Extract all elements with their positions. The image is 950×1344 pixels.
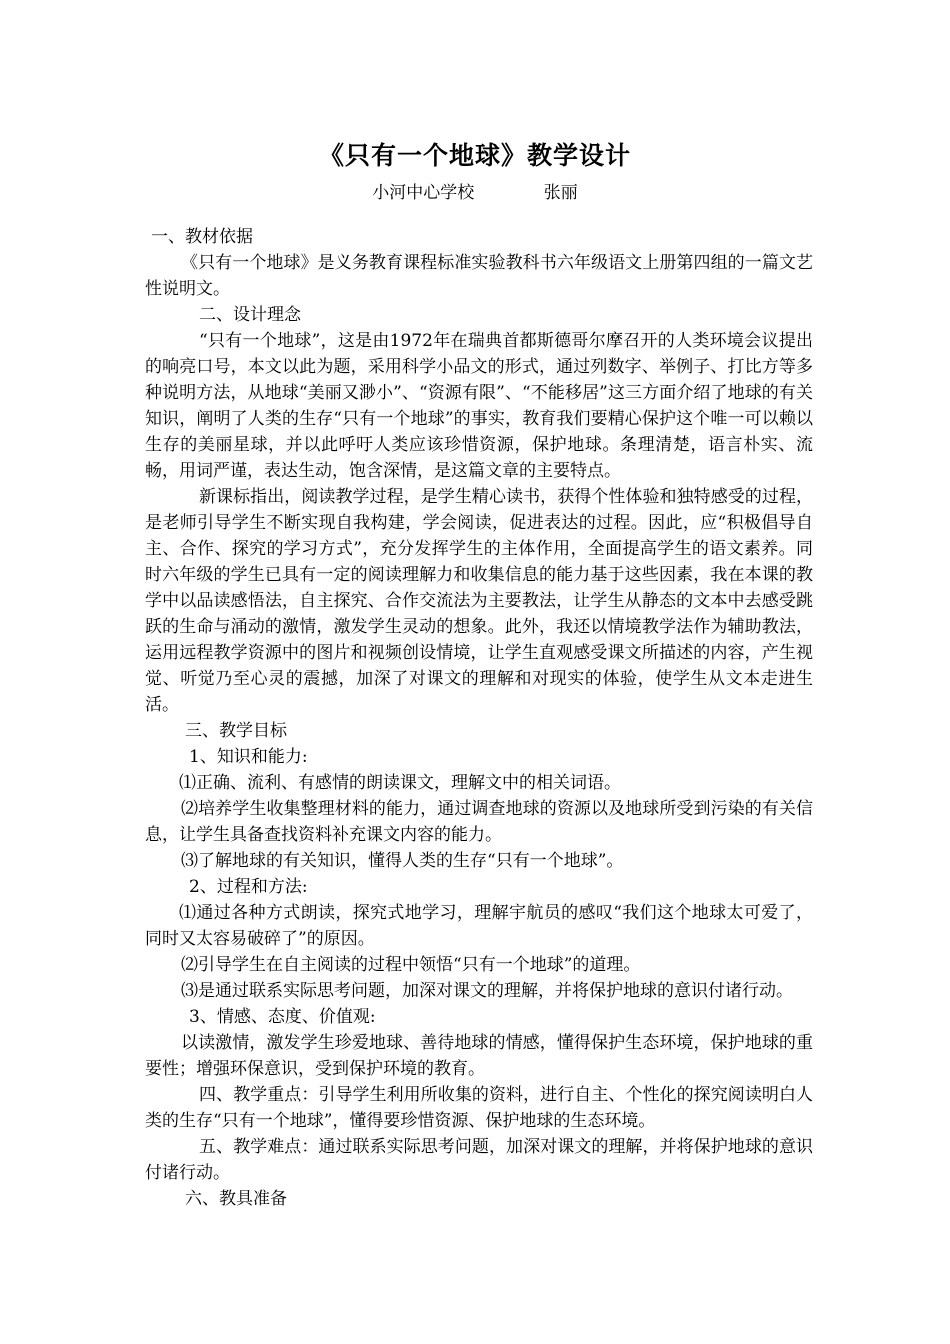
document-body	[145, 224, 813, 1212]
goal-item: ⑶了解地球的有关知识，懂得人类的生存“只有一个地球”。	[181, 851, 624, 871]
section-difficulties: 五、教学难点：通过联系实际思考问题，加深对课文的理解，并将保护地球的意识付诸行动。	[145, 1137, 813, 1183]
goal-subheading-knowledge: 1、知识和能力:	[189, 747, 308, 767]
section-heading-materials: 六、教具准备	[185, 1189, 287, 1209]
section-heading-goals: 三、教学目标	[185, 721, 287, 741]
goal-values-paragraph: 以读激情，激发学生珍爱地球、善待地球的情感，懂得保护生态环境，保护地球的重要性；增强环保意识，受到保护环境的教育。	[145, 1033, 813, 1079]
byline	[0, 178, 950, 203]
paragraph-concept-2: 新课标指出，阅读教学过程，是学生精心读书，获得个性体验和独特感受的过程，是老师引导学生不断实现自我构建，学会阅读，促进表达的过程。因此，应“积极倡导自主、合作、探究的学习方式”，充分发挥学生的主体作用，全面提高学生的语文素养。同时六年级的学生已具有一定的阅读理解力和收集信息的能力基于这些因素，我在本课的教学中以品读感悟法，自主探究、合作交流法为主要教法，让学生从静态的文本中去感受跳跃的生命与涌动的激情，激发学生灵动的想象。此外，我还以情境教学法作为辅助教法，运用远程教学资源中的图片和视频创设情境，让学生直观感受课文所描述的内容，产生视觉、听觉乃至心灵的震撼，加深了对课文的理解和对现实的体验，使学生从文本走进生活。	[145, 487, 813, 715]
goal-item: ⑴正确、流利、有感情的朗读课文，理解文中的相关词语。	[179, 773, 621, 793]
goal-subheading-values: 3、情感、态度、价值观:	[189, 1007, 376, 1027]
goal-item: ⑴通过各种方式朗读，探究式地学习，理解宇航员的感叹“我们这个地球太可爱了，同时又太容易破碎了”的原因。	[145, 903, 813, 949]
paragraph-basis: 《只有一个地球》是义务教育课程标准实验教科书六年级语文上册第四组的一篇文艺性说明文。	[145, 253, 813, 299]
author-name: 张丽	[543, 183, 578, 203]
section-heading-concept: 二、设计理念	[199, 305, 301, 325]
section-key-points: 四、教学重点：引导学生利用所收集的资料，进行自主、个性化的探究阅读明白人类的生存“只有一个地球”，懂得要珍惜资源、保护地球的生态环境。	[145, 1085, 813, 1131]
goal-item: ⑵引导学生在自主阅读的过程中领悟“只有一个地球”的道理。	[181, 955, 641, 975]
page-title: 《只有一个地球》教学设计	[318, 141, 631, 170]
goal-item: ⑵培养学生收集整理材料的能力，通过调查地球的资源以及地球所受到污染的有关信息，让学生具备查找资料补充课文内容的能力。	[145, 799, 813, 845]
school-name: 小河中心学校	[372, 183, 475, 203]
goal-item: ⑶是通过联系实际思考问题，加深对课文的理解，并将保护地球的意识付诸行动。	[181, 981, 793, 1001]
paragraph-concept-1: “只有一个地球”，这是由1972年在瑞典首都斯德哥尔摩召开的人类环境会议提出的响亮口号，本文以此为题，采用科学小品文的形式，通过列数字、举例子、打比方等多种说明方法，从地球“美丽又渺小”、“资源有限”、“不能移居”这三方面介绍了地球的有关知识，阐明了人类的生存“只有一个地球”的事实，教育我们要精心保护这个唯一可以赖以生存的美丽星球，并以此呼吁人类应该珍惜资源，保护地球。条理清楚，语言朴实、流畅，用词严谨，表达生动，饱含深情，是这篇文章的主要特点。	[145, 331, 813, 481]
section-heading-basis: 一、教材依据	[151, 227, 253, 247]
goal-subheading-process: 2、过程和方法:	[189, 877, 308, 897]
